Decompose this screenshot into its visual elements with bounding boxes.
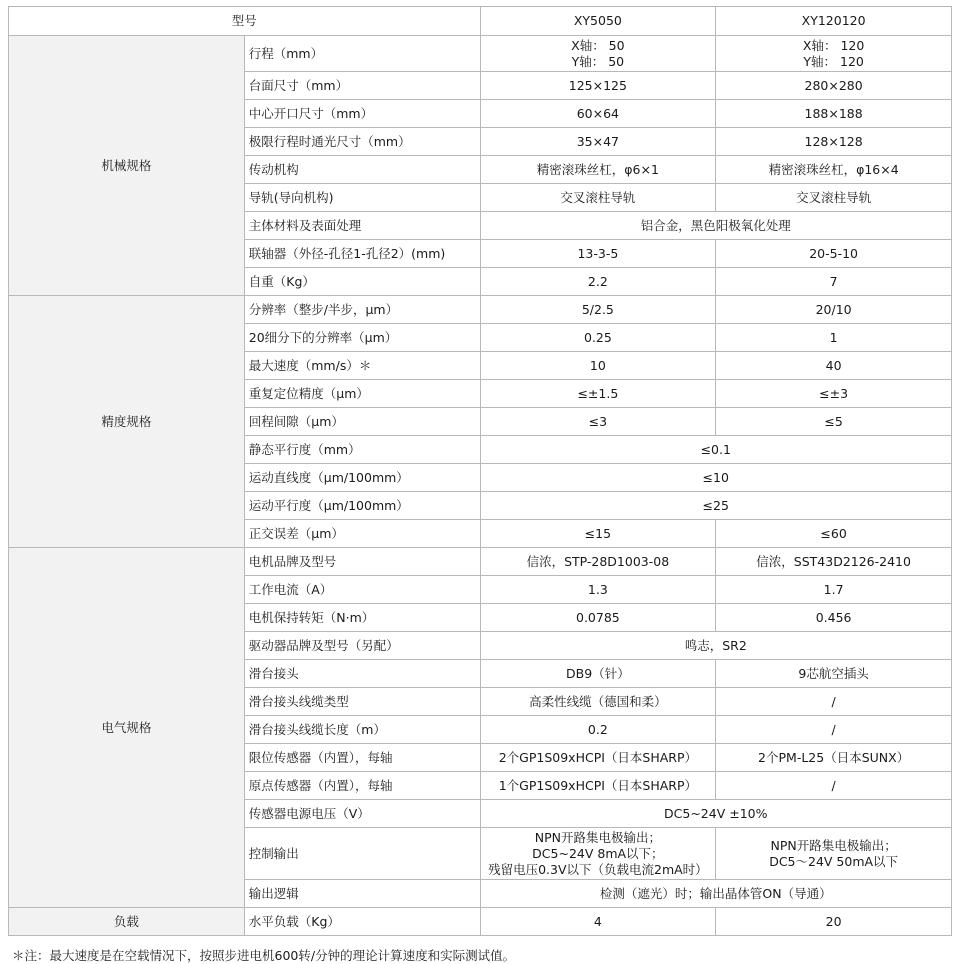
row-label: 最大速度（mm/s）＊	[244, 352, 480, 380]
value-line: X轴： 120	[802, 38, 865, 53]
row-label: 自重（Kg）	[244, 268, 480, 296]
value-line: 0.2	[587, 721, 608, 737]
row-label: 驱动器品牌及型号（另配）	[244, 632, 480, 660]
row-value	[716, 184, 952, 212]
row-value	[480, 72, 716, 100]
row-label: 联轴器（外径-孔径1-孔径2）(mm)	[244, 240, 480, 268]
row-value	[480, 828, 716, 880]
row-value	[716, 548, 952, 576]
value-line: 20-5-10	[809, 245, 859, 261]
row-value	[716, 660, 952, 688]
value-line: NPN开路集电极输出；	[534, 830, 661, 846]
row-label: 台面尺寸（mm）	[244, 72, 480, 100]
row-label: 传动机构	[244, 156, 480, 184]
row-value	[716, 520, 952, 548]
row-label: 限位传感器（内置），每轴	[244, 744, 480, 772]
value-line: 铝合金，黑色阳极氧化处理	[640, 217, 791, 233]
value-line: X轴： 50	[571, 38, 625, 53]
row-value	[480, 156, 716, 184]
row-label: 传感器电源电压（V）	[244, 800, 480, 828]
value-line: 188×188	[804, 105, 863, 121]
value-line: 20	[825, 913, 842, 929]
group-label-2: 电气规格	[9, 548, 245, 908]
row-label: 原点传感器（内置），每轴	[244, 772, 480, 800]
row-value	[716, 296, 952, 324]
row-value	[480, 520, 716, 548]
row-label: 运动直线度（μm/100mm）	[244, 464, 480, 492]
row-value	[716, 240, 952, 268]
row-label: 回程间隙（μm）	[244, 408, 480, 436]
value-line: 60×64	[576, 105, 620, 121]
table-row	[9, 296, 952, 324]
value-line: 128×128	[804, 133, 863, 149]
row-value	[716, 716, 952, 744]
row-value	[716, 128, 952, 156]
row-value	[716, 604, 952, 632]
header-cell-model-2: XY120120	[716, 7, 952, 36]
footnote: ＊注：最大速度是在空载情况下，按照步进电机600转/分钟的理论计算速度和实际测试值。	[12, 948, 516, 964]
value-line: 精密滚珠丝杠，φ16×4	[768, 161, 899, 177]
row-label: 主体材料及表面处理	[244, 212, 480, 240]
row-value	[716, 688, 952, 716]
value-line: ≤5	[824, 413, 843, 429]
row-value	[716, 324, 952, 352]
row-value	[480, 576, 716, 604]
row-value	[716, 744, 952, 772]
row-label: 20细分下的分辨率（μm）	[244, 324, 480, 352]
row-value	[480, 492, 952, 520]
value-line: 35×47	[576, 133, 620, 149]
value-line: NPN开路集电极输出；	[770, 838, 897, 854]
row-value	[716, 72, 952, 100]
value-line: Y轴： 120	[803, 53, 864, 69]
row-value	[716, 268, 952, 296]
value-line: 5/2.5	[581, 301, 614, 317]
value-line: 0.25	[583, 329, 612, 345]
row-label: 行程（mm）	[244, 36, 480, 72]
row-value	[480, 128, 716, 156]
row-value	[716, 100, 952, 128]
value-line: 13-3-5	[577, 245, 619, 261]
row-value	[480, 800, 952, 828]
value-line: 2个GP1S09xHCPI（日本SHARP）	[498, 749, 698, 765]
value-line: 1.7	[823, 581, 844, 597]
row-label: 导轨(导向机构)	[244, 184, 480, 212]
value-line: 1.3	[587, 581, 608, 597]
row-label: 分辨率（整步/半步，μm）	[244, 296, 480, 324]
value-line: ≤15	[584, 525, 612, 541]
row-label: 输出逻辑	[244, 880, 480, 908]
row-label: 重复定位精度（μm）	[244, 380, 480, 408]
row-label: 电机保持转矩（N·m）	[244, 604, 480, 632]
row-value	[480, 548, 716, 576]
row-label: 正交误差（μm）	[244, 520, 480, 548]
value-line: 2个PM-L25（日本SUNX）	[758, 749, 910, 765]
row-label: 水平负载（Kg）	[244, 908, 480, 936]
row-value	[480, 604, 716, 632]
row-value	[480, 212, 952, 240]
value-line: 2.2	[587, 273, 608, 289]
row-value	[716, 828, 952, 880]
value-line: 9芯航空插头	[798, 665, 869, 681]
value-line: 信浓，SST43D2126-2410	[756, 553, 911, 569]
table-row	[9, 908, 952, 936]
header-cell-model: 型号	[9, 7, 481, 36]
specification-table	[8, 6, 952, 936]
row-label: 工作电流（A）	[244, 576, 480, 604]
table-row	[9, 548, 952, 576]
value-line: ≤0.1	[700, 441, 731, 457]
row-value	[480, 436, 952, 464]
row-value	[716, 156, 952, 184]
row-label: 滑台接头线缆类型	[244, 688, 480, 716]
row-label: 静态平行度（mm）	[244, 436, 480, 464]
row-value	[480, 688, 716, 716]
row-value	[480, 184, 716, 212]
value-line: ≤25	[702, 497, 729, 513]
value-line: ≤±3	[819, 385, 849, 401]
row-value	[480, 464, 952, 492]
row-label: 控制输出	[244, 828, 480, 880]
row-value	[480, 240, 716, 268]
row-value	[480, 100, 716, 128]
row-label: 极限行程时通光尺寸（mm）	[244, 128, 480, 156]
value-line: Y轴： 50	[571, 53, 625, 69]
value-line: ≤±1.5	[577, 385, 619, 401]
value-line: 0.0785	[576, 609, 620, 625]
row-value	[716, 352, 952, 380]
value-line: 1	[829, 329, 838, 345]
row-value	[480, 880, 952, 908]
row-label: 滑台接头	[244, 660, 480, 688]
row-value	[480, 744, 716, 772]
row-value	[480, 908, 716, 936]
value-line: 信浓，STP-28D1003-08	[526, 553, 670, 569]
row-value	[716, 908, 952, 936]
value-line: 交叉滚柱导轨	[560, 189, 636, 205]
row-value	[480, 716, 716, 744]
value-line: 20/10	[815, 301, 852, 317]
group-label-0: 机械规格	[9, 36, 245, 296]
row-value	[480, 268, 716, 296]
group-label-1: 精度规格	[9, 296, 245, 548]
row-value	[716, 380, 952, 408]
row-label: 电机品牌及型号	[244, 548, 480, 576]
value-line: DC5~24V 8mA以下；	[532, 845, 664, 861]
value-line: 280×280	[804, 77, 863, 93]
value-line: DC5～24V 50mA以下	[769, 853, 899, 869]
row-value	[480, 36, 716, 72]
row-value	[480, 660, 716, 688]
value-line: 125×125	[568, 77, 627, 93]
value-line: /	[831, 777, 836, 793]
value-line: /	[831, 693, 836, 709]
row-label: 滑台接头线缆长度（m）	[244, 716, 480, 744]
value-line: 40	[825, 357, 842, 373]
value-line: ≤60	[820, 525, 847, 541]
value-line: 检测（遮光）时；输出晶体管ON（导通）	[599, 885, 832, 901]
value-line: /	[831, 721, 836, 737]
value-line: ≤10	[702, 469, 729, 485]
value-line: 高柔性线缆（德国和柔）	[529, 693, 667, 709]
value-line: 精密滚珠丝杠，φ6×1	[536, 161, 659, 177]
row-value	[716, 576, 952, 604]
table-row	[9, 36, 952, 72]
value-line: 1个GP1S09xHCPI（日本SHARP）	[498, 777, 698, 793]
row-label: 运动平行度（μm/100mm）	[244, 492, 480, 520]
value-line: ≤3	[588, 413, 608, 429]
value-line: 交叉滚柱导轨	[796, 189, 872, 205]
row-value	[480, 380, 716, 408]
row-value	[716, 772, 952, 800]
value-line: 残留电压0.3V以下（负载电流2mA时）	[488, 861, 708, 877]
value-line: DB9（针）	[566, 665, 630, 681]
row-value	[480, 352, 716, 380]
value-line: DC5~24V ±10%	[664, 805, 768, 821]
row-value	[480, 772, 716, 800]
row-value	[716, 36, 952, 72]
row-value	[480, 408, 716, 436]
row-value	[716, 408, 952, 436]
header-cell-model-1: XY5050	[480, 7, 716, 36]
value-line: 鸣志，SR2	[684, 637, 747, 653]
value-line: 10	[589, 357, 606, 373]
row-label: 中心开口尺寸（mm）	[244, 100, 480, 128]
value-line: 7	[829, 273, 838, 289]
value-line: 0.456	[815, 609, 852, 625]
row-value	[480, 632, 952, 660]
table-header-row	[9, 7, 952, 36]
row-value	[480, 296, 716, 324]
group-label-3: 负载	[9, 908, 245, 936]
value-line: 4	[593, 913, 602, 929]
row-value	[480, 324, 716, 352]
